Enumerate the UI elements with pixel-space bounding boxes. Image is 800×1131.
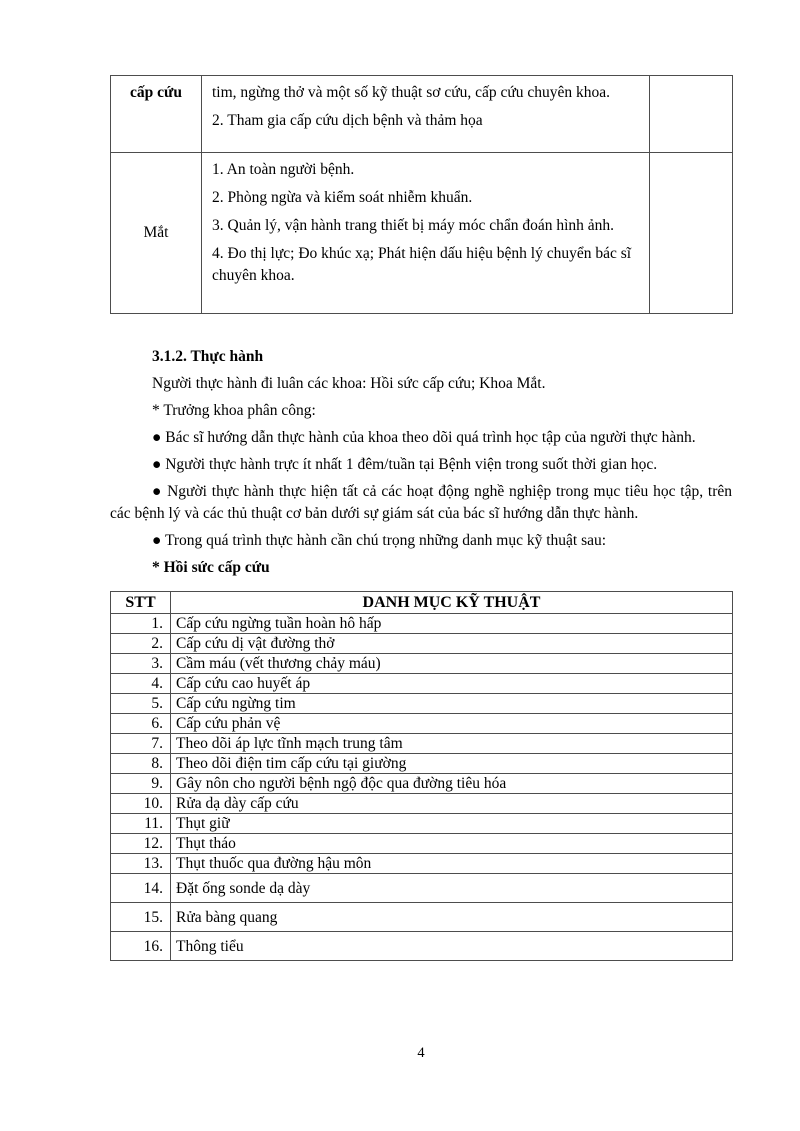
item-text: 1. An toàn người bệnh. (212, 161, 355, 178)
row-number: 8. (111, 754, 171, 774)
row-name: Rửa dạ dày cấp cứu (171, 794, 733, 814)
table-row (111, 714, 733, 734)
row-number: 7. (111, 734, 171, 754)
table-row (111, 674, 733, 694)
header-stt: STT (111, 592, 171, 614)
table-row (111, 76, 733, 153)
table-row (111, 874, 733, 903)
paragraph-bullet: ● Người thực hành trực ít nhất 1 đêm/tuần tại Bệnh viện trong suốt thời gian học. (152, 456, 658, 473)
table-row (111, 694, 733, 714)
row-name: Thụt giữ (171, 814, 733, 834)
row-name: Cấp cứu dị vật đường thở (171, 634, 733, 654)
table-row (111, 153, 733, 314)
row-number: 10. (111, 794, 171, 814)
row-number: 13. (111, 854, 171, 874)
item-text: 3. Quản lý, vận hành trang thiết bị máy móc chẩn đoán hình ảnh. (212, 217, 615, 234)
table-row (111, 634, 733, 654)
row-number: 15. (111, 903, 171, 932)
table-header-row (111, 592, 733, 614)
table-row (111, 774, 733, 794)
page-number: 4 (417, 1045, 425, 1061)
table-row (111, 614, 733, 634)
item-text: 4. Đo thị lực; Đo khúc xạ; Phát hiện dấu hiệu bệnh lý chuyển bác sĩ chuyên khoa. (212, 245, 632, 284)
row-number: 5. (111, 694, 171, 714)
item-text: 2. Phòng ngừa và kiểm soát nhiễm khuẩn. (212, 189, 473, 206)
table-row (111, 854, 733, 874)
row-name: Cấp cứu cao huyết áp (171, 674, 733, 694)
row-number: 4. (111, 674, 171, 694)
technique-list-table (110, 591, 733, 961)
paragraph-bullet: ● Người thực hành thực hiện tất cả các hoạt động nghề nghiệp trong mục tiêu học tập, trên các bệnh lý và các thủ thuật cơ bản dưới sự giám sát của bác sĩ hướng dẫn thực hành. (110, 483, 732, 522)
row-number: 6. (111, 714, 171, 734)
table-row (111, 794, 733, 814)
row-number: 9. (111, 774, 171, 794)
paragraph: * Trưởng khoa phân công: (152, 402, 316, 419)
row-label-cell: Mắt (111, 153, 202, 314)
paragraph-bullet: ● Trong quá trình thực hành cần chú trọng những danh mục kỹ thuật sau: (152, 532, 607, 549)
row-number: 3. (111, 654, 171, 674)
row-name: Thông tiểu (171, 932, 733, 961)
row-name: Rửa bàng quang (171, 903, 733, 932)
header-danh-muc: DANH MỤC KỸ THUẬT (171, 592, 733, 614)
row-name: Theo dõi áp lực tĩnh mạch trung tâm (171, 734, 733, 754)
row-name: Cấp cứu phản vệ (171, 714, 733, 734)
item-text: 2. Tham gia cấp cứu dịch bệnh và thảm họa (212, 112, 483, 129)
empty-cell (650, 76, 733, 153)
row-name: Đặt ống sonde dạ dày (171, 874, 733, 903)
section-subheading: * Hồi sức cấp cứu (152, 559, 270, 576)
row-number: 16. (111, 932, 171, 961)
paragraph-bullet: ● Bác sĩ hướng dẫn thực hành của khoa theo dõi quá trình học tập của người thực hành. (152, 429, 696, 446)
row-number: 1. (111, 614, 171, 634)
table-row (111, 734, 733, 754)
item-text: tim, ngừng thở và một số kỹ thuật sơ cứu, cấp cứu chuyên khoa. (212, 84, 611, 101)
table-row (111, 903, 733, 932)
paragraph: Người thực hành đi luân các khoa: Hồi sức cấp cứu; Khoa Mắt. (152, 375, 546, 392)
row-name: Cấp cứu ngừng tim (171, 694, 733, 714)
row-items-cell (202, 76, 650, 153)
row-number: 14. (111, 874, 171, 903)
table-row (111, 834, 733, 854)
row-name: Thụt thuốc qua đường hậu môn (171, 854, 733, 874)
table-row (111, 654, 733, 674)
row-name: Cầm máu (vết thương chảy máu) (171, 654, 733, 674)
table-row (111, 932, 733, 961)
page-content (110, 75, 732, 961)
row-label-cell: cấp cứu (111, 76, 202, 153)
row-name: Theo dõi điện tim cấp cứu tại giường (171, 754, 733, 774)
row-name: Thụt tháo (171, 834, 733, 854)
row-name: Gây nôn cho người bệnh ngộ độc qua đường tiêu hóa (171, 774, 733, 794)
row-number: 12. (111, 834, 171, 854)
section-heading: 3.1.2. Thực hành (152, 348, 264, 365)
table-row (111, 754, 733, 774)
row-items-cell (202, 153, 650, 314)
table-row (111, 814, 733, 834)
competency-table (110, 75, 733, 314)
row-name: Cấp cứu ngừng tuần hoàn hô hấp (171, 614, 733, 634)
row-number: 2. (111, 634, 171, 654)
empty-cell (650, 153, 733, 314)
row-number: 11. (111, 814, 171, 834)
